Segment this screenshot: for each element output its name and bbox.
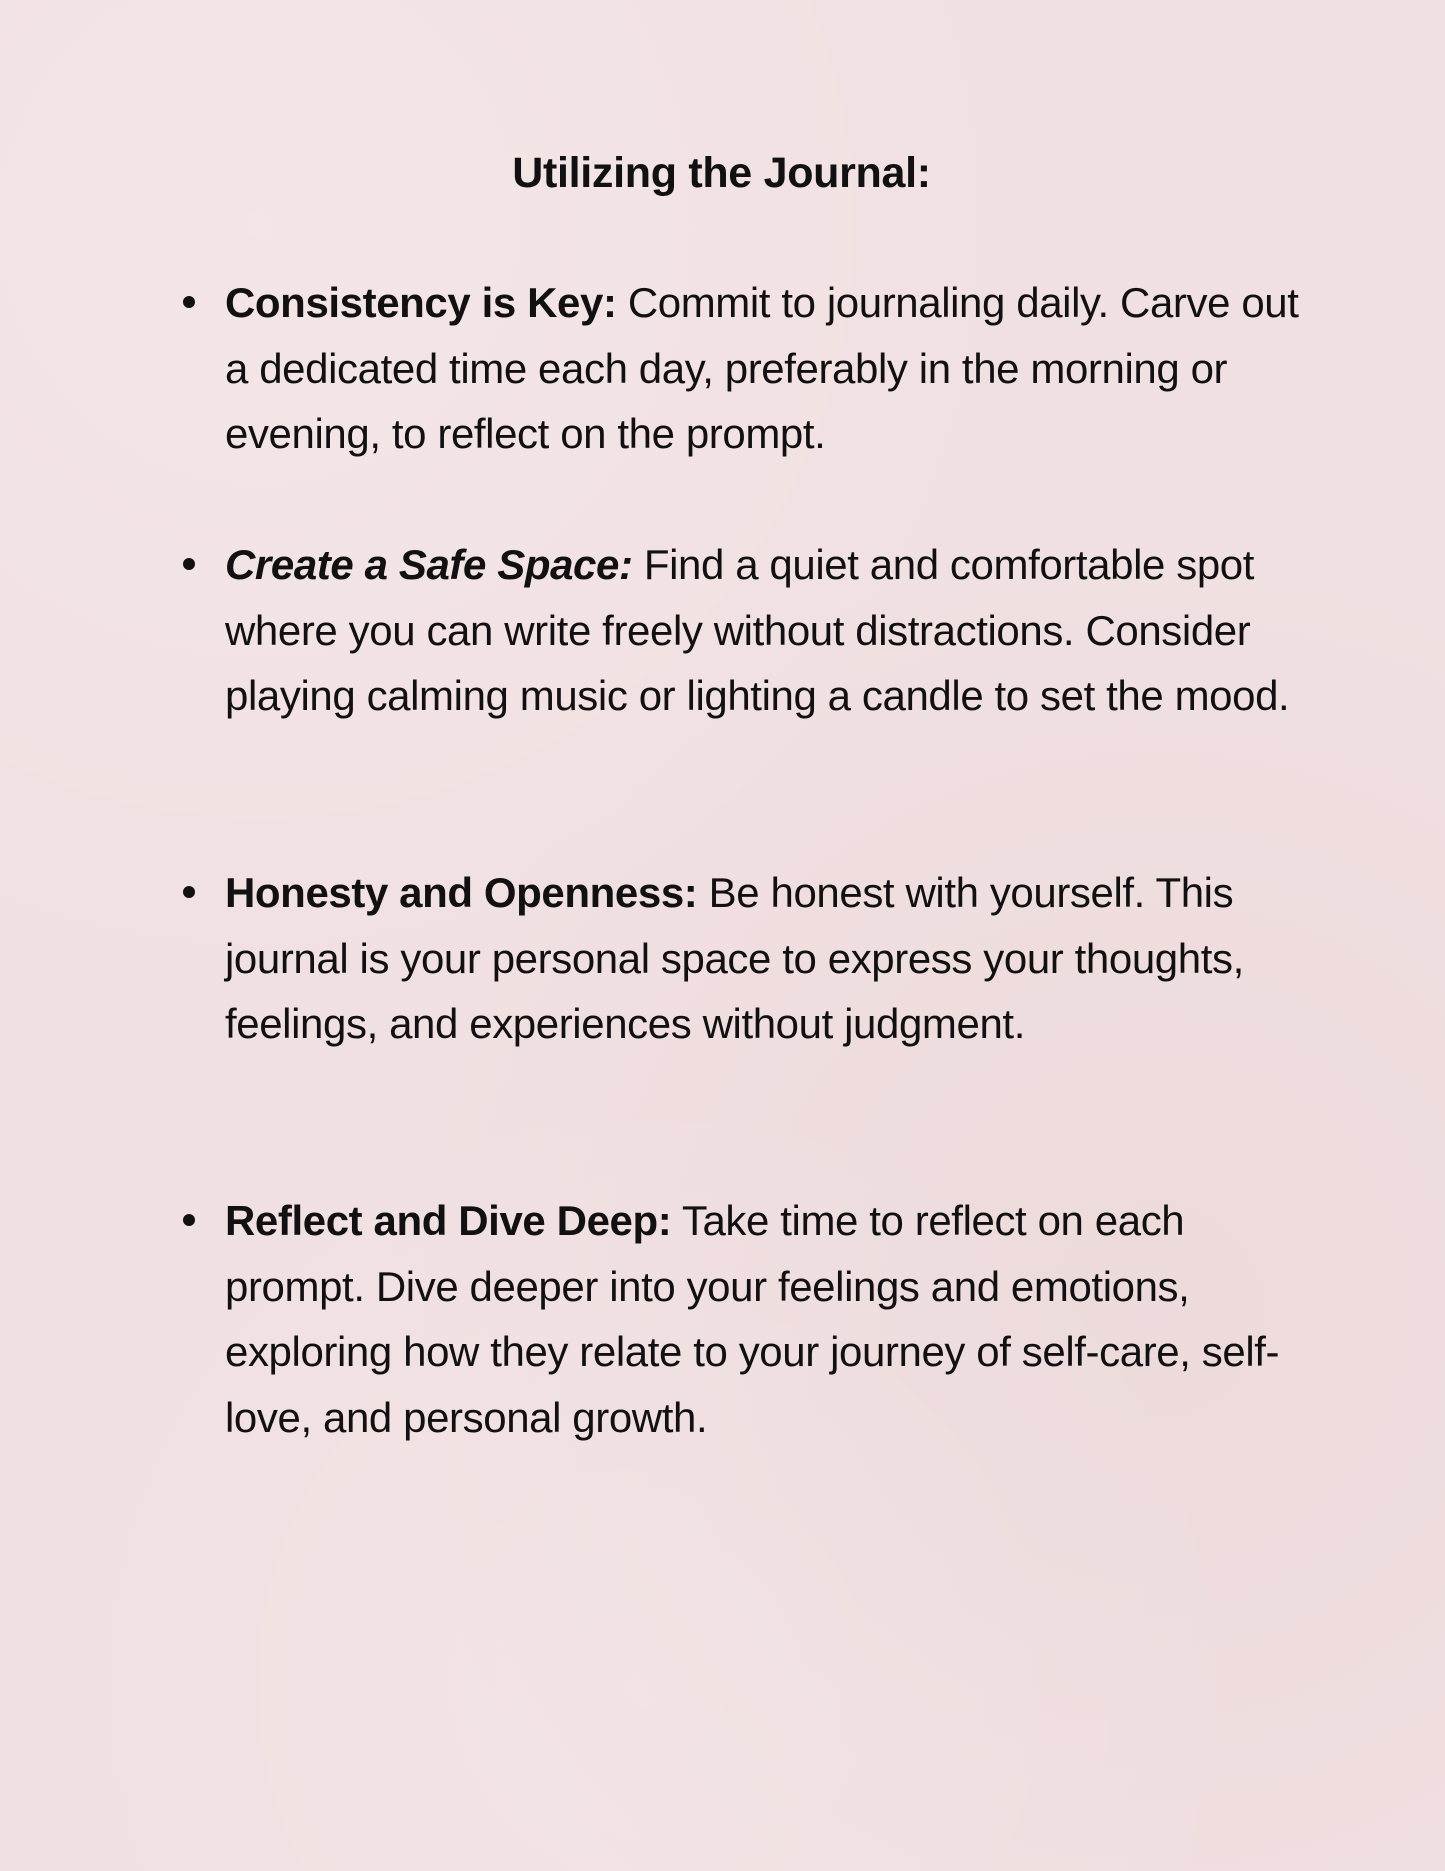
- bullet-icon: [183, 1214, 195, 1226]
- tip-label: Reflect and Dive Deep:: [225, 1197, 672, 1244]
- bullet-icon: [183, 886, 195, 898]
- tip-text: [225, 860, 1315, 1057]
- bullet-icon: [183, 558, 195, 570]
- tip-label: Create a Safe Space:: [225, 541, 633, 588]
- tip-label: Honesty and Openness:: [225, 869, 698, 916]
- tip-text: [225, 270, 1315, 467]
- page-title: Utilizing the Journal:: [512, 149, 931, 197]
- tip-label: Consistency is Key:: [225, 279, 617, 326]
- bullet-icon: [183, 296, 195, 308]
- tip-body: Take time to reflect on each prompt. Dive deeper into your feelings and emotions, exploring how they relate to your journey of self-care, self-love, and personal growth.: [225, 1197, 1280, 1441]
- tip-body: Commit to journaling daily. Carve out a dedicated time each day, preferably in the morning or evening, to reflect on the prompt.: [225, 279, 1299, 457]
- tip-body: Be honest with yourself. This journal is your personal space to express your thoughts, feelings, and experiences without judgment.: [225, 869, 1244, 1047]
- tip-text: [225, 1188, 1315, 1450]
- tip-body: Find a quiet and comfortable spot where you can write freely without distractions. Consider playing calming music or lighting a candle to set the mood.: [225, 541, 1290, 719]
- tip-text: [225, 532, 1315, 729]
